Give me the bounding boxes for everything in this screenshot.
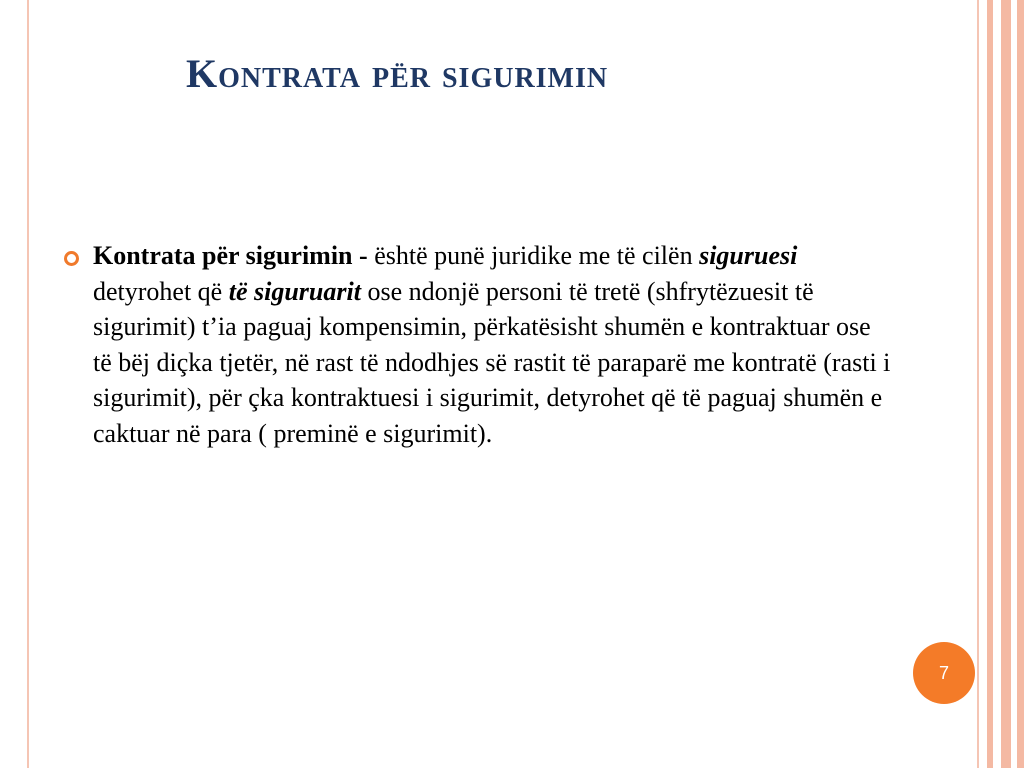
bullet-term: Kontrata për sigurimin - (93, 241, 368, 270)
bullet-text-part: është punë juridike me të cilën (367, 241, 700, 270)
bullet-item (93, 238, 893, 451)
bullet-list (63, 238, 893, 451)
frame-right-line (977, 0, 979, 768)
bullet-text-part: ose ndonjë personi të tretë (shfrytëzuesit të sigurimit) t’ia paguaj kompensimin, përkatësisht shumën e kontraktuar ose të bëj diçka tjetër, në rast të ndodhjes së rastit të paraparë me kontratë (rasti i sigurimit), për çka kontraktuesi i sigurimit, detyrohet që të paguaj shumën e caktuar në para ( preminë e sigurimit). (93, 276, 891, 448)
bullet-circle-icon (64, 251, 79, 266)
bullet-emphasis: të siguruarit (228, 276, 361, 306)
frame-stripe (987, 0, 993, 768)
slide-title: Kontrata për sigurimin (186, 51, 609, 96)
frame-stripe (1017, 0, 1024, 768)
bullet-emphasis: siguruesi (699, 241, 798, 270)
frame-stripe (1001, 0, 1011, 768)
page-number-badge: 7 (913, 642, 975, 704)
frame-left-line (27, 0, 29, 768)
bullet-text-part: detyrohet që (93, 276, 229, 306)
